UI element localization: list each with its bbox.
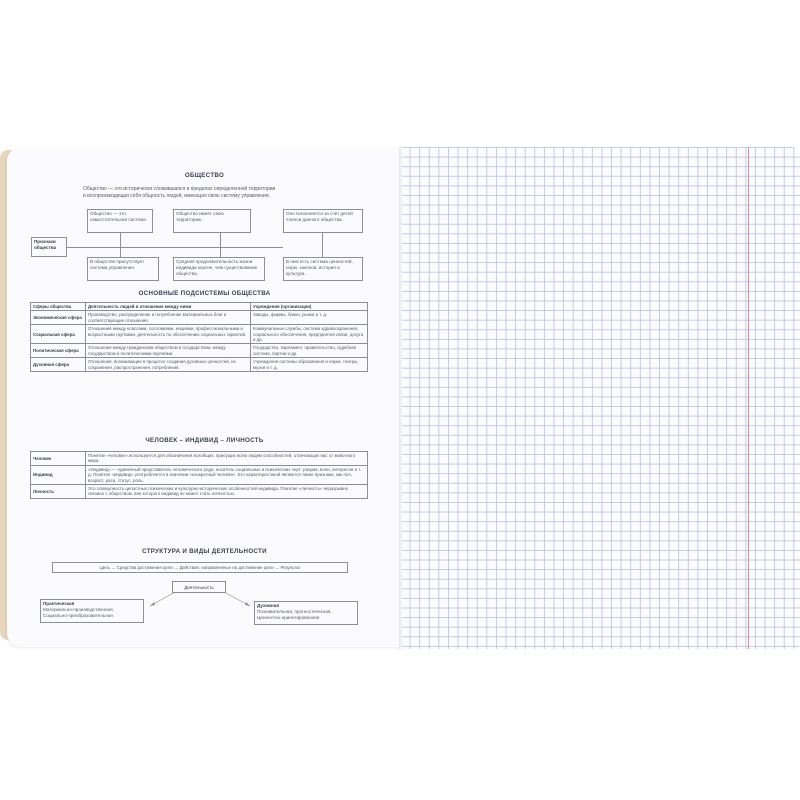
table-cell: Коммунальные службы, система здравоохранения, социального обеспечения, предприятия связи, досуга и др. (251, 325, 368, 344)
definition-line: Общество — это исторически сложившаяся в пределах определенной территории (83, 186, 276, 192)
table-header: Учреждения (организации) (251, 303, 368, 311)
spiritual-box (254, 601, 358, 625)
table-cell: Социальная сфера (31, 325, 86, 344)
person-title: ЧЕЛОВЕК – ИНДИВИД – ЛИЧНОСТЬ (145, 437, 264, 444)
table-header: Сферы общества (31, 303, 86, 311)
sign-box: Оно пополняется за счет детей членов данного общества. (283, 209, 363, 233)
table-cell: «Индивид» — единичный представитель человеческого рода, носитель социальных и психических черт: разума, воли, интересов и т. д. Понятие «индивид» употребляется в значении «конкретный человек». Его характеристикой являются также признаки, как пол, возраст, раса, статус, роль. (86, 465, 368, 484)
table-cell: Личность (31, 485, 86, 499)
activity-chain: Цель → Средства достижения цели → Действия, направленные на достижение цели → Результат (52, 562, 348, 573)
activity-title: СТРУКТУРА И ВИДЫ ДЕЯТЕЛЬНОСТИ (142, 548, 267, 555)
table-cell: Это совокупность целостных психических и культурно-исторических особенностей индивида. Понятие «личность» неразрывно связано с обществом, вне которого индивид не может стать личностью. (86, 485, 368, 499)
arrow-head (245, 602, 250, 606)
practical-item: Материально-производственная, (43, 607, 114, 612)
subsystems-title: ОСНОВНЫЕ ПОДСИСТЕМЫ ОБЩЕСТВА (138, 290, 271, 297)
table-cell: Государство, парламент, правительство, судебная система, партии и др. (251, 344, 368, 358)
sign-box: В нем есть система ценностей, норм, законов, история и культура. (283, 257, 363, 281)
practical-item: Социально-преобразовательная (43, 613, 113, 618)
table-cell: Духовная сфера (31, 358, 86, 372)
practical-box (40, 599, 144, 623)
spiritual-title: Духовная (257, 603, 280, 608)
spiritual-item: Познавательная, прогностическая, (257, 609, 332, 614)
sign-box: В обществе присутствует система управления. (87, 257, 159, 281)
sign-box: Общество — это самостоятельная система. (87, 209, 153, 233)
table-cell: Отношения между классами, сословиями, нациями, профессиональными и возрастными группами, деятельность по обеспечению социальных гарантий. (86, 325, 251, 344)
definition-line: и воспроизводящая себя общность людей, имеющая свою систему управления. (83, 192, 270, 199)
table-cell: Учреждения системы образования и науки, театры, музеи и т. д. (251, 358, 368, 372)
signs-label: Признаки общества (31, 237, 67, 257)
table-cell: Понятие «человек» используется для обозначения всеобщих, присущих всем людям способностей, отличающих нас от животного мира. (86, 452, 368, 466)
table-header: Деятельность людей и отношение между ними (86, 303, 251, 311)
spiritual-item: Ценностно-ориентированная (257, 615, 320, 620)
table-cell: Политическая сфера (31, 344, 86, 358)
table-cell: Экономическая сфера (31, 311, 86, 325)
society-title: ОБЩЕСТВО (184, 172, 225, 179)
arrow-head (150, 602, 155, 606)
activity-center: Деятельность (172, 581, 226, 593)
table-cell: Отношения, возникающие в процессе создания духовных ценностей, их сохранения, распространения, потребления. (86, 358, 251, 372)
sign-box: Средняя продолжительность жизни индивида короче, чем существование общества. (173, 257, 265, 281)
table-cell: Индивид (31, 465, 86, 484)
practical-title: Практическая (43, 601, 75, 606)
table-cell: Производство, распределение и потребление материальных благ и соответствующие отношения. (86, 311, 251, 325)
sign-box: Общество имеет свою территорию. (173, 209, 251, 233)
table-cell: Отношения между гражданским обществом и государством, между государством и политическими партиями. (86, 344, 251, 358)
table-cell: Заводы, фирмы, банки, рынки и т. д. (251, 311, 368, 325)
table-cell: Человек (31, 452, 86, 466)
